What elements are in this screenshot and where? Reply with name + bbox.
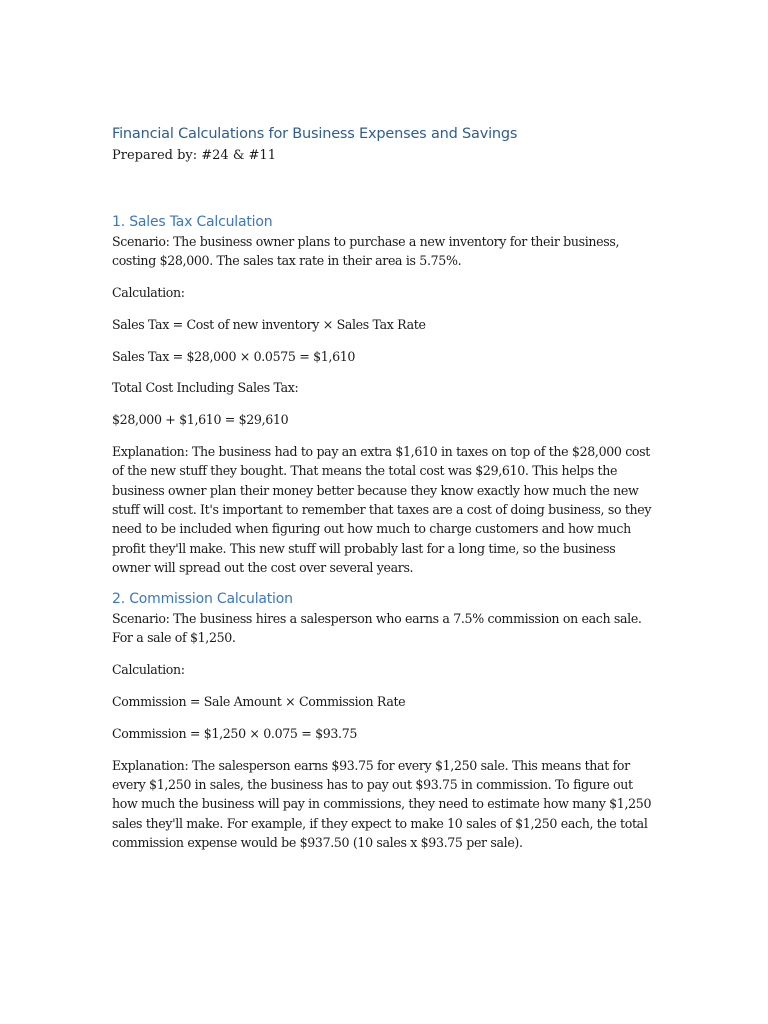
sales-tax-explanation: Explanation: The business had to pay an extra $1,610 in taxes on top of the $28,000 cost of the new stuff they bought. That means the total cost was $29,610. This helps the business owner plan their money better because they know exactly how much the new stuff will cost. It's important to remember that taxes are a cost of doing business, so they need to be included when figuring out how much to charge customers and how much profit they'll make. This new stuff will probably last for a long time, so the business owner will spread out the cost over several years. [112, 444, 652, 575]
commission-explanation: Explanation: The salesperson earns $93.75 for every $1,250 sale. This means that for every $1,250 in sales, the business has to pay out $93.75 in commission. To figure out how much the business will pay in commissions, they need to estimate how many $1,250 sales they'll make. For example, if they expect to make 10 sales of $1,250 each, the total commission expense would be $937.50 (10 sales x $93.75 per sale). [112, 757, 652, 850]
section-heading-sales-tax: 1. Sales Tax Calculation [112, 214, 273, 230]
document-page [112, 124, 657, 852]
commission-scenario: Scenario: The business hires a salesperson who earns a 7.5% commission on each sale. For a sale of $1,250. [112, 611, 642, 646]
document-title: Financial Calculations for Business Expenses and Savings [112, 126, 518, 142]
section-heading-commission: 2. Commission Calculation [112, 591, 293, 608]
commission-computation: Commission = $1,250 × 0.075 = $93.75 [112, 725, 358, 741]
sales-tax-formula: Sales Tax = Cost of new inventory × Sales Tax Rate [112, 316, 426, 332]
prepared-by: Prepared by: #24 & #11 [112, 148, 276, 163]
total-cost-computation: $28,000 + $1,610 = $29,610 [112, 412, 289, 428]
commission-formula: Commission = Sale Amount × Commission Rate [112, 694, 406, 710]
sales-tax-scenario: Scenario: The business owner plans to purchase a new inventory for their business, costing $28,000. The sales tax rate in their area is 5.75%. [112, 234, 620, 269]
sales-tax-computation: Sales Tax = $28,000 × 0.0575 = $1,610 [112, 348, 356, 364]
sales-tax-calculation-label: Calculation: [112, 285, 185, 301]
total-cost-label: Total Cost Including Sales Tax: [112, 380, 299, 396]
commission-calculation-label: Calculation: [112, 662, 185, 678]
